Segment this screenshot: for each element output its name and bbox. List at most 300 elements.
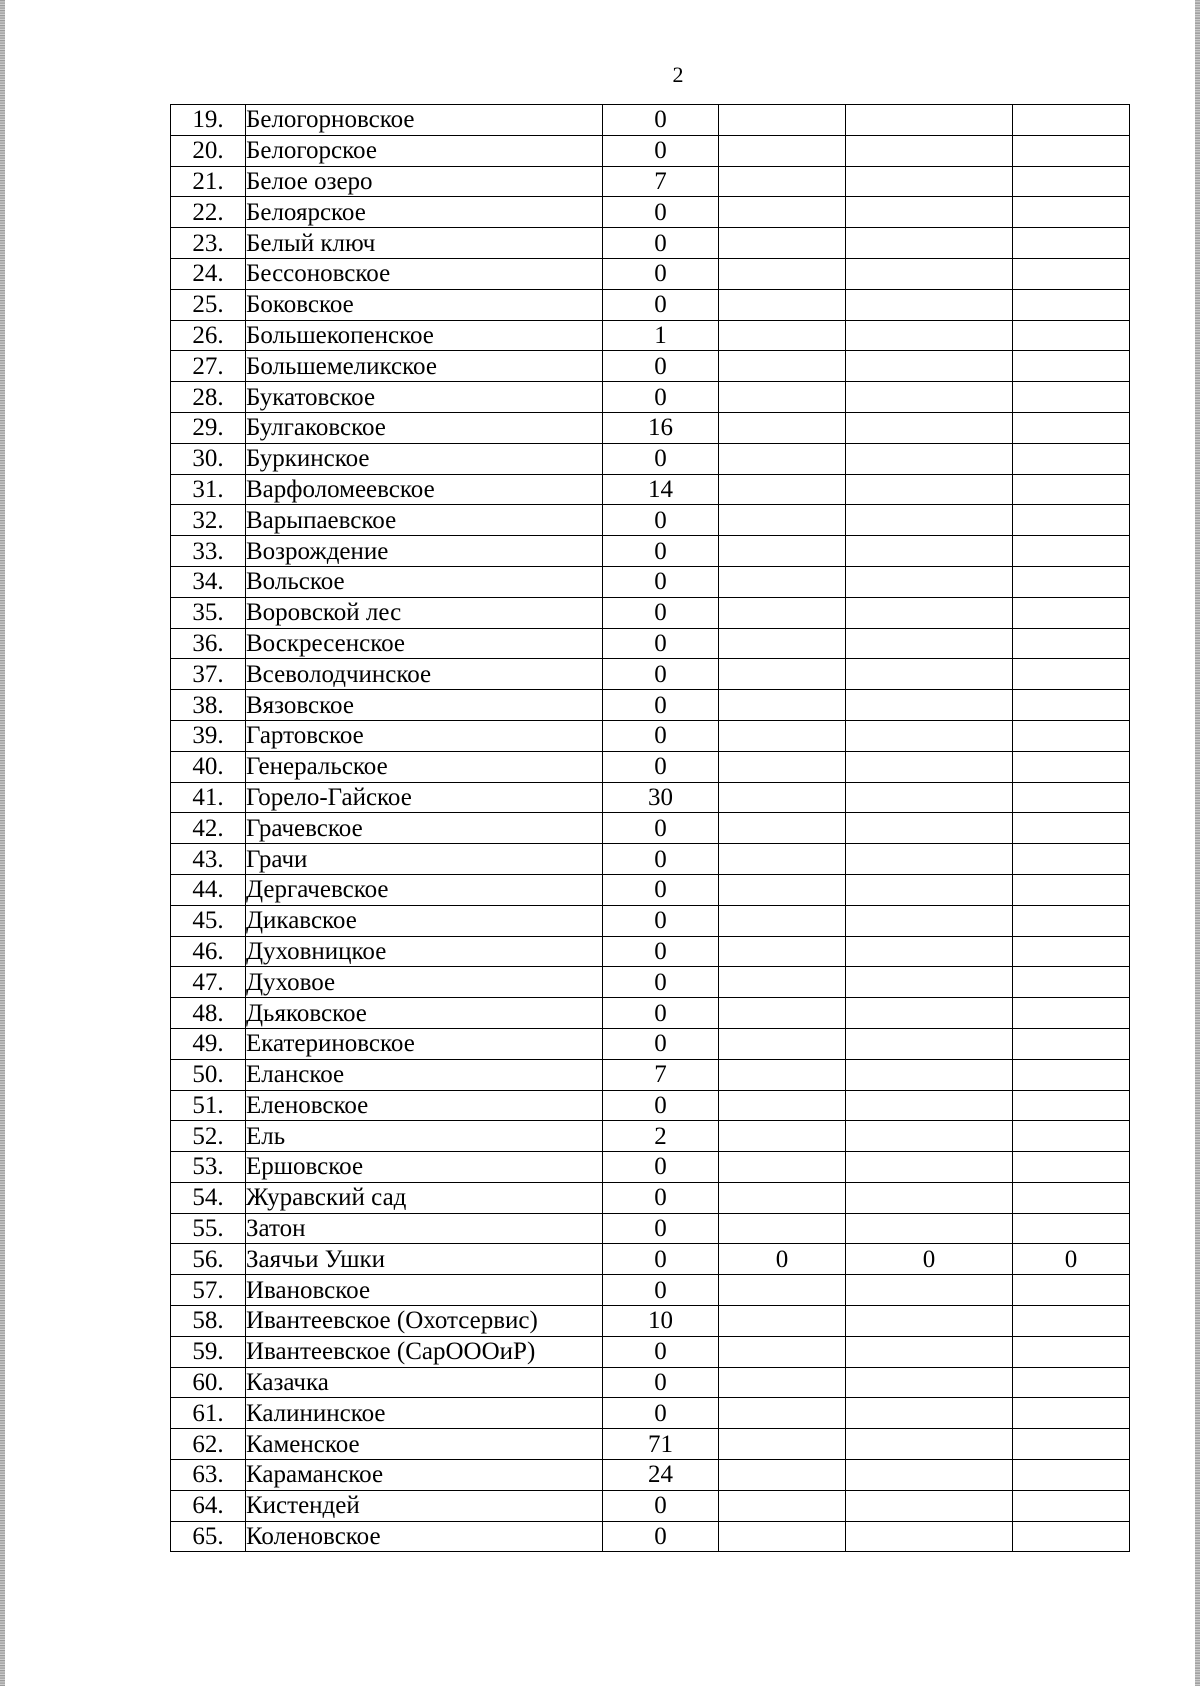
value-col-4-cell bbox=[1013, 720, 1130, 751]
hunting-ground-name-cell: Ивантеевское (Охотсервис) bbox=[246, 1306, 603, 1337]
hunting-ground-name-cell: Дикавское bbox=[246, 905, 603, 936]
value-col-2-cell bbox=[719, 412, 846, 443]
value-col-3-cell bbox=[846, 813, 1013, 844]
value-col-3-cell bbox=[846, 197, 1013, 228]
value-col-4-cell bbox=[1013, 1460, 1130, 1491]
value-col-1-cell: 0 bbox=[603, 813, 719, 844]
row-number-cell: 64. bbox=[171, 1490, 246, 1521]
value-col-4-cell bbox=[1013, 1490, 1130, 1521]
value-col-2-cell bbox=[719, 628, 846, 659]
value-col-3-cell bbox=[846, 936, 1013, 967]
table-row bbox=[171, 320, 1130, 351]
value-col-2-cell bbox=[719, 1275, 846, 1306]
value-col-4-cell bbox=[1013, 1306, 1130, 1337]
value-col-4-cell bbox=[1013, 197, 1130, 228]
table-row bbox=[171, 1090, 1130, 1121]
value-col-3-cell bbox=[846, 597, 1013, 628]
value-col-2-cell bbox=[719, 998, 846, 1029]
value-col-4-cell bbox=[1013, 1429, 1130, 1460]
value-col-4-cell bbox=[1013, 1275, 1130, 1306]
value-col-1-cell: 71 bbox=[603, 1429, 719, 1460]
table-row bbox=[171, 690, 1130, 721]
value-col-1-cell: 0 bbox=[603, 751, 719, 782]
hunting-ground-name-cell: Дергачевское bbox=[246, 874, 603, 905]
hunting-ground-name-cell: Белоярское bbox=[246, 197, 603, 228]
value-col-3-cell bbox=[846, 258, 1013, 289]
value-col-1-cell: 0 bbox=[603, 844, 719, 875]
table-row bbox=[171, 1152, 1130, 1183]
value-col-4-cell bbox=[1013, 751, 1130, 782]
row-number-cell: 63. bbox=[171, 1460, 246, 1491]
row-number-cell: 54. bbox=[171, 1182, 246, 1213]
value-col-4-cell bbox=[1013, 1182, 1130, 1213]
value-col-4-cell: 0 bbox=[1013, 1244, 1130, 1275]
page-number: 2 bbox=[672, 62, 684, 87]
value-col-2-cell bbox=[719, 874, 846, 905]
value-col-4-cell bbox=[1013, 1367, 1130, 1398]
row-number-cell: 30. bbox=[171, 443, 246, 474]
hunting-ground-name-cell: Журавский сад bbox=[246, 1182, 603, 1213]
value-col-2-cell bbox=[719, 813, 846, 844]
hunting-ground-name-cell: Большекопенское bbox=[246, 320, 603, 351]
hunting-ground-name-cell: Ивантеевское (СарОООиР) bbox=[246, 1336, 603, 1367]
hunting-ground-name-cell: Еленовское bbox=[246, 1090, 603, 1121]
value-col-4-cell bbox=[1013, 566, 1130, 597]
row-number-cell: 21. bbox=[171, 166, 246, 197]
value-col-1-cell: 0 bbox=[603, 1182, 719, 1213]
hunting-ground-name-cell: Ивановское bbox=[246, 1275, 603, 1306]
table-row bbox=[171, 228, 1130, 259]
value-col-1-cell: 0 bbox=[603, 1336, 719, 1367]
value-col-3-cell bbox=[846, 166, 1013, 197]
table-row bbox=[171, 720, 1130, 751]
value-col-2-cell bbox=[719, 1182, 846, 1213]
table-row bbox=[171, 597, 1130, 628]
table-row bbox=[171, 1182, 1130, 1213]
value-col-1-cell: 30 bbox=[603, 782, 719, 813]
value-col-1-cell: 0 bbox=[603, 228, 719, 259]
row-number-cell: 48. bbox=[171, 998, 246, 1029]
value-col-1-cell: 0 bbox=[603, 1521, 719, 1552]
value-col-3-cell bbox=[846, 1521, 1013, 1552]
value-col-3-cell bbox=[846, 874, 1013, 905]
value-col-3-cell bbox=[846, 135, 1013, 166]
value-col-3-cell bbox=[846, 905, 1013, 936]
hunting-ground-name-cell: Горело-Гайское bbox=[246, 782, 603, 813]
value-col-3-cell bbox=[846, 1429, 1013, 1460]
value-col-1-cell: 0 bbox=[603, 1490, 719, 1521]
row-number-cell: 41. bbox=[171, 782, 246, 813]
hunting-ground-name-cell: Большемеликское bbox=[246, 351, 603, 382]
hunting-ground-name-cell: Еланское bbox=[246, 1059, 603, 1090]
value-col-3-cell bbox=[846, 967, 1013, 998]
scan-edge-left bbox=[0, 0, 5, 1686]
value-col-2-cell bbox=[719, 1336, 846, 1367]
value-col-2-cell bbox=[719, 566, 846, 597]
row-number-cell: 51. bbox=[171, 1090, 246, 1121]
table-row bbox=[171, 536, 1130, 567]
value-col-3-cell bbox=[846, 1152, 1013, 1183]
value-col-2-cell bbox=[719, 936, 846, 967]
hunting-ground-name-cell: Белое озеро bbox=[246, 166, 603, 197]
hunting-ground-name-cell: Белогорское bbox=[246, 135, 603, 166]
value-col-3-cell bbox=[846, 998, 1013, 1029]
value-col-4-cell bbox=[1013, 690, 1130, 721]
value-col-3-cell bbox=[846, 1367, 1013, 1398]
value-col-3-cell bbox=[846, 720, 1013, 751]
value-col-1-cell: 0 bbox=[603, 1090, 719, 1121]
row-number-cell: 40. bbox=[171, 751, 246, 782]
table-row bbox=[171, 1306, 1130, 1337]
value-col-2-cell bbox=[719, 105, 846, 136]
row-number-cell: 60. bbox=[171, 1367, 246, 1398]
value-col-4-cell bbox=[1013, 967, 1130, 998]
row-number-cell: 57. bbox=[171, 1275, 246, 1306]
table-row bbox=[171, 1460, 1130, 1491]
value-col-1-cell: 0 bbox=[603, 1275, 719, 1306]
hunting-ground-name-cell: Бессоновское bbox=[246, 258, 603, 289]
row-number-cell: 58. bbox=[171, 1306, 246, 1337]
table-row bbox=[171, 1059, 1130, 1090]
row-number-cell: 33. bbox=[171, 536, 246, 567]
row-number-cell: 37. bbox=[171, 659, 246, 690]
value-col-2-cell bbox=[719, 382, 846, 413]
table-row bbox=[171, 505, 1130, 536]
value-col-1-cell: 7 bbox=[603, 1059, 719, 1090]
value-col-4-cell bbox=[1013, 320, 1130, 351]
value-col-1-cell: 7 bbox=[603, 166, 719, 197]
value-col-3-cell bbox=[846, 1398, 1013, 1429]
value-col-1-cell: 0 bbox=[603, 1244, 719, 1275]
value-col-1-cell: 0 bbox=[603, 1028, 719, 1059]
value-col-2-cell bbox=[719, 597, 846, 628]
value-col-4-cell bbox=[1013, 1028, 1130, 1059]
value-col-2-cell bbox=[719, 351, 846, 382]
row-number-cell: 46. bbox=[171, 936, 246, 967]
value-col-1-cell: 0 bbox=[603, 597, 719, 628]
value-col-4-cell bbox=[1013, 382, 1130, 413]
hunting-ground-name-cell: Казачка bbox=[246, 1367, 603, 1398]
value-col-2-cell bbox=[719, 967, 846, 998]
value-col-1-cell: 0 bbox=[603, 105, 719, 136]
value-col-4-cell bbox=[1013, 1213, 1130, 1244]
row-number-cell: 19. bbox=[171, 105, 246, 136]
hunting-ground-name-cell: Боковское bbox=[246, 289, 603, 320]
value-col-4-cell bbox=[1013, 1521, 1130, 1552]
table-row bbox=[171, 1275, 1130, 1306]
table-row bbox=[171, 166, 1130, 197]
value-col-2-cell bbox=[719, 320, 846, 351]
row-number-cell: 61. bbox=[171, 1398, 246, 1429]
value-col-1-cell: 0 bbox=[603, 690, 719, 721]
value-col-3-cell bbox=[846, 690, 1013, 721]
row-number-cell: 42. bbox=[171, 813, 246, 844]
value-col-2-cell bbox=[719, 782, 846, 813]
table-row bbox=[171, 967, 1130, 998]
row-number-cell: 28. bbox=[171, 382, 246, 413]
value-col-1-cell: 0 bbox=[603, 258, 719, 289]
value-col-2-cell bbox=[719, 1490, 846, 1521]
table-row bbox=[171, 751, 1130, 782]
value-col-2-cell bbox=[719, 1367, 846, 1398]
value-col-1-cell: 0 bbox=[603, 905, 719, 936]
row-number-cell: 47. bbox=[171, 967, 246, 998]
value-col-2-cell bbox=[719, 1121, 846, 1152]
value-col-2-cell bbox=[719, 1306, 846, 1337]
value-col-3-cell bbox=[846, 782, 1013, 813]
value-col-4-cell bbox=[1013, 628, 1130, 659]
value-col-4-cell bbox=[1013, 228, 1130, 259]
row-number-cell: 36. bbox=[171, 628, 246, 659]
value-col-2-cell bbox=[719, 135, 846, 166]
hunting-ground-name-cell: Гартовское bbox=[246, 720, 603, 751]
value-col-4-cell bbox=[1013, 1090, 1130, 1121]
value-col-4-cell bbox=[1013, 782, 1130, 813]
value-col-2-cell bbox=[719, 1398, 846, 1429]
value-col-3-cell: 0 bbox=[846, 1244, 1013, 1275]
table-row bbox=[171, 566, 1130, 597]
row-number-cell: 43. bbox=[171, 844, 246, 875]
hunting-ground-name-cell: Возрождение bbox=[246, 536, 603, 567]
table-row bbox=[171, 1213, 1130, 1244]
table-row bbox=[171, 1429, 1130, 1460]
value-col-2-cell bbox=[719, 1090, 846, 1121]
value-col-4-cell bbox=[1013, 474, 1130, 505]
table-row bbox=[171, 1336, 1130, 1367]
hunting-ground-name-cell: Варфоломеевское bbox=[246, 474, 603, 505]
scan-edge-right bbox=[1195, 0, 1200, 1686]
value-col-1-cell: 0 bbox=[603, 289, 719, 320]
hunting-ground-name-cell: Коленовское bbox=[246, 1521, 603, 1552]
value-col-3-cell bbox=[846, 443, 1013, 474]
value-col-2-cell bbox=[719, 474, 846, 505]
row-number-cell: 34. bbox=[171, 566, 246, 597]
value-col-2-cell bbox=[719, 289, 846, 320]
value-col-4-cell bbox=[1013, 1121, 1130, 1152]
table-row bbox=[171, 844, 1130, 875]
table-row bbox=[171, 1490, 1130, 1521]
value-col-4-cell bbox=[1013, 844, 1130, 875]
row-number-cell: 39. bbox=[171, 720, 246, 751]
row-number-cell: 24. bbox=[171, 258, 246, 289]
value-col-4-cell bbox=[1013, 105, 1130, 136]
hunting-ground-name-cell: Грачи bbox=[246, 844, 603, 875]
value-col-3-cell bbox=[846, 382, 1013, 413]
table-row bbox=[171, 474, 1130, 505]
value-col-1-cell: 0 bbox=[603, 135, 719, 166]
table-row bbox=[171, 874, 1130, 905]
table-row bbox=[171, 443, 1130, 474]
value-col-2-cell bbox=[719, 659, 846, 690]
hunting-ground-name-cell: Духовое bbox=[246, 967, 603, 998]
table-row bbox=[171, 936, 1130, 967]
table-row bbox=[171, 998, 1130, 1029]
value-col-3-cell bbox=[846, 228, 1013, 259]
value-col-4-cell bbox=[1013, 813, 1130, 844]
row-number-cell: 20. bbox=[171, 135, 246, 166]
value-col-1-cell: 0 bbox=[603, 1213, 719, 1244]
value-col-4-cell bbox=[1013, 351, 1130, 382]
hunting-ground-name-cell: Ель bbox=[246, 1121, 603, 1152]
table-row bbox=[171, 659, 1130, 690]
hunting-ground-name-cell: Ершовское bbox=[246, 1152, 603, 1183]
row-number-cell: 32. bbox=[171, 505, 246, 536]
value-col-3-cell bbox=[846, 105, 1013, 136]
value-col-1-cell: 2 bbox=[603, 1121, 719, 1152]
row-number-cell: 59. bbox=[171, 1336, 246, 1367]
value-col-2-cell bbox=[719, 166, 846, 197]
value-col-3-cell bbox=[846, 351, 1013, 382]
row-number-cell: 44. bbox=[171, 874, 246, 905]
value-col-4-cell bbox=[1013, 135, 1130, 166]
value-col-3-cell bbox=[846, 1213, 1013, 1244]
value-col-2-cell bbox=[719, 1460, 846, 1491]
hunting-ground-name-cell: Всеволодчинское bbox=[246, 659, 603, 690]
value-col-3-cell bbox=[846, 1275, 1013, 1306]
value-col-3-cell bbox=[846, 1490, 1013, 1521]
value-col-3-cell bbox=[846, 1090, 1013, 1121]
value-col-2-cell bbox=[719, 197, 846, 228]
hunting-ground-name-cell: Вольское bbox=[246, 566, 603, 597]
value-col-4-cell bbox=[1013, 1336, 1130, 1367]
value-col-4-cell bbox=[1013, 1152, 1130, 1183]
value-col-3-cell bbox=[846, 1306, 1013, 1337]
hunting-ground-name-cell: Грачевское bbox=[246, 813, 603, 844]
value-col-1-cell: 0 bbox=[603, 659, 719, 690]
value-col-1-cell: 0 bbox=[603, 197, 719, 228]
table-row bbox=[171, 1398, 1130, 1429]
hunting-ground-name-cell: Каменское bbox=[246, 1429, 603, 1460]
value-col-4-cell bbox=[1013, 597, 1130, 628]
hunting-ground-name-cell: Духовницкое bbox=[246, 936, 603, 967]
hunting-ground-name-cell: Караманское bbox=[246, 1460, 603, 1491]
hunting-ground-name-cell: Букатовское bbox=[246, 382, 603, 413]
value-col-4-cell bbox=[1013, 659, 1130, 690]
row-number-cell: 52. bbox=[171, 1121, 246, 1152]
table-row bbox=[171, 351, 1130, 382]
value-col-1-cell: 10 bbox=[603, 1306, 719, 1337]
value-col-4-cell bbox=[1013, 412, 1130, 443]
value-col-1-cell: 0 bbox=[603, 382, 719, 413]
table-row bbox=[171, 1028, 1130, 1059]
value-col-1-cell: 24 bbox=[603, 1460, 719, 1491]
value-col-1-cell: 0 bbox=[603, 505, 719, 536]
table-row bbox=[171, 289, 1130, 320]
row-number-cell: 53. bbox=[171, 1152, 246, 1183]
value-col-1-cell: 1 bbox=[603, 320, 719, 351]
value-col-4-cell bbox=[1013, 443, 1130, 474]
value-col-3-cell bbox=[846, 659, 1013, 690]
value-col-2-cell bbox=[719, 690, 846, 721]
table-row bbox=[171, 813, 1130, 844]
row-number-cell: 56. bbox=[171, 1244, 246, 1275]
value-col-1-cell: 0 bbox=[603, 566, 719, 597]
value-col-4-cell bbox=[1013, 289, 1130, 320]
value-col-2-cell bbox=[719, 536, 846, 567]
value-col-2-cell bbox=[719, 844, 846, 875]
value-col-4-cell bbox=[1013, 536, 1130, 567]
row-number-cell: 23. bbox=[171, 228, 246, 259]
value-col-1-cell: 0 bbox=[603, 720, 719, 751]
value-col-1-cell: 0 bbox=[603, 874, 719, 905]
value-col-3-cell bbox=[846, 1182, 1013, 1213]
row-number-cell: 35. bbox=[171, 597, 246, 628]
table-row bbox=[171, 258, 1130, 289]
row-number-cell: 55. bbox=[171, 1213, 246, 1244]
value-col-2-cell bbox=[719, 1521, 846, 1552]
value-col-1-cell: 0 bbox=[603, 351, 719, 382]
value-col-1-cell: 16 bbox=[603, 412, 719, 443]
table-row bbox=[171, 105, 1130, 136]
value-col-1-cell: 0 bbox=[603, 628, 719, 659]
value-col-1-cell: 0 bbox=[603, 967, 719, 998]
value-col-1-cell: 14 bbox=[603, 474, 719, 505]
row-number-cell: 45. bbox=[171, 905, 246, 936]
value-col-1-cell: 0 bbox=[603, 1398, 719, 1429]
row-number-cell: 31. bbox=[171, 474, 246, 505]
table-row bbox=[171, 1244, 1130, 1275]
value-col-1-cell: 0 bbox=[603, 936, 719, 967]
value-col-2-cell bbox=[719, 1028, 846, 1059]
row-number-cell: 22. bbox=[171, 197, 246, 228]
value-col-3-cell bbox=[846, 412, 1013, 443]
hunting-ground-name-cell: Булгаковское bbox=[246, 412, 603, 443]
value-col-3-cell bbox=[846, 536, 1013, 567]
table-row bbox=[171, 197, 1130, 228]
value-col-2-cell bbox=[719, 1059, 846, 1090]
value-col-2-cell bbox=[719, 720, 846, 751]
hunting-ground-name-cell: Варыпаевское bbox=[246, 505, 603, 536]
row-number-cell: 49. bbox=[171, 1028, 246, 1059]
value-col-2-cell bbox=[719, 751, 846, 782]
value-col-3-cell bbox=[846, 505, 1013, 536]
registry-table bbox=[170, 104, 1130, 1552]
value-col-4-cell bbox=[1013, 874, 1130, 905]
value-col-2-cell bbox=[719, 443, 846, 474]
row-number-cell: 50. bbox=[171, 1059, 246, 1090]
hunting-ground-name-cell: Белый ключ bbox=[246, 228, 603, 259]
value-col-3-cell bbox=[846, 1336, 1013, 1367]
value-col-3-cell bbox=[846, 1121, 1013, 1152]
value-col-3-cell bbox=[846, 1460, 1013, 1491]
hunting-ground-name-cell: Калининское bbox=[246, 1398, 603, 1429]
value-col-1-cell: 0 bbox=[603, 443, 719, 474]
value-col-2-cell bbox=[719, 1152, 846, 1183]
value-col-3-cell bbox=[846, 844, 1013, 875]
value-col-1-cell: 0 bbox=[603, 1367, 719, 1398]
value-col-3-cell bbox=[846, 1059, 1013, 1090]
value-col-2-cell bbox=[719, 505, 846, 536]
value-col-3-cell bbox=[846, 320, 1013, 351]
value-col-1-cell: 0 bbox=[603, 998, 719, 1029]
value-col-4-cell bbox=[1013, 1398, 1130, 1429]
hunting-ground-name-cell: Буркинское bbox=[246, 443, 603, 474]
value-col-1-cell: 0 bbox=[603, 1152, 719, 1183]
hunting-ground-name-cell: Дьяковское bbox=[246, 998, 603, 1029]
row-number-cell: 25. bbox=[171, 289, 246, 320]
row-number-cell: 65. bbox=[171, 1521, 246, 1552]
value-col-3-cell bbox=[846, 289, 1013, 320]
table-row bbox=[171, 905, 1130, 936]
value-col-3-cell bbox=[846, 1028, 1013, 1059]
value-col-4-cell bbox=[1013, 998, 1130, 1029]
row-number-cell: 26. bbox=[171, 320, 246, 351]
value-col-3-cell bbox=[846, 566, 1013, 597]
value-col-2-cell bbox=[719, 1429, 846, 1460]
row-number-cell: 62. bbox=[171, 1429, 246, 1460]
hunting-ground-name-cell: Воровской лес bbox=[246, 597, 603, 628]
value-col-3-cell bbox=[846, 751, 1013, 782]
